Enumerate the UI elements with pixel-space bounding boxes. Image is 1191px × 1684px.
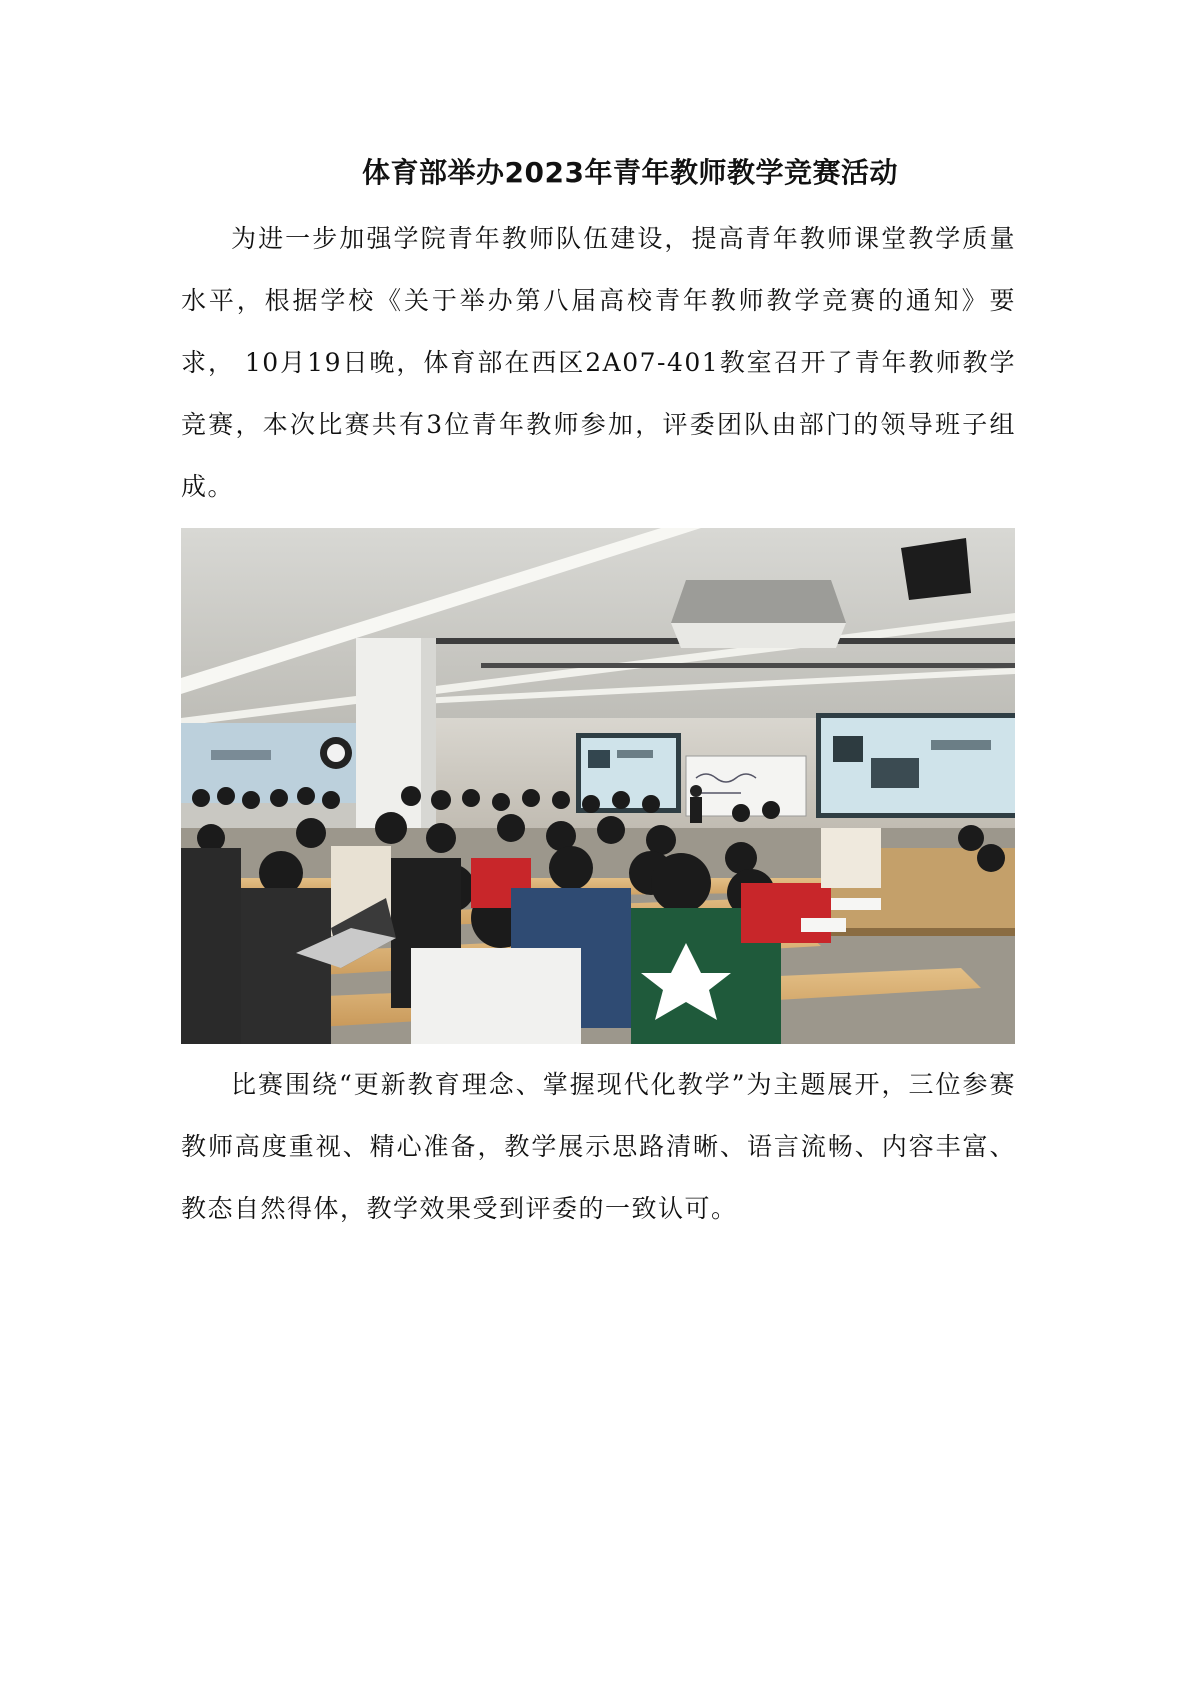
speaker-icon <box>901 538 971 600</box>
paragraph-summary: 比赛围绕“更新教育理念、掌握现代化教学”为主题展开，三位参赛教师高度重视、精心准备，教学展示思路清晰、语言流畅、内容丰富、教态自然得体，教学效果受到评委的一致认可。 <box>181 1070 1016 1223</box>
classroom-photo <box>181 528 1015 1044</box>
document-title: 体育部举办2023年青年教师教学竞赛活动 <box>362 156 898 189</box>
paragraph-intro: 为进一步加强学院青年教师队伍建设，提高青年教师课堂教学质量水平，根据学校《关于举办第八届高校青年教师教学竞赛的通知》要求， 10月19日晚，体育部在西区2A07-401教室召开了青年教师教学竞赛，本次比赛共有3位青年教师参加，评委团队由部门的领导班子组成。 <box>181 224 1016 501</box>
